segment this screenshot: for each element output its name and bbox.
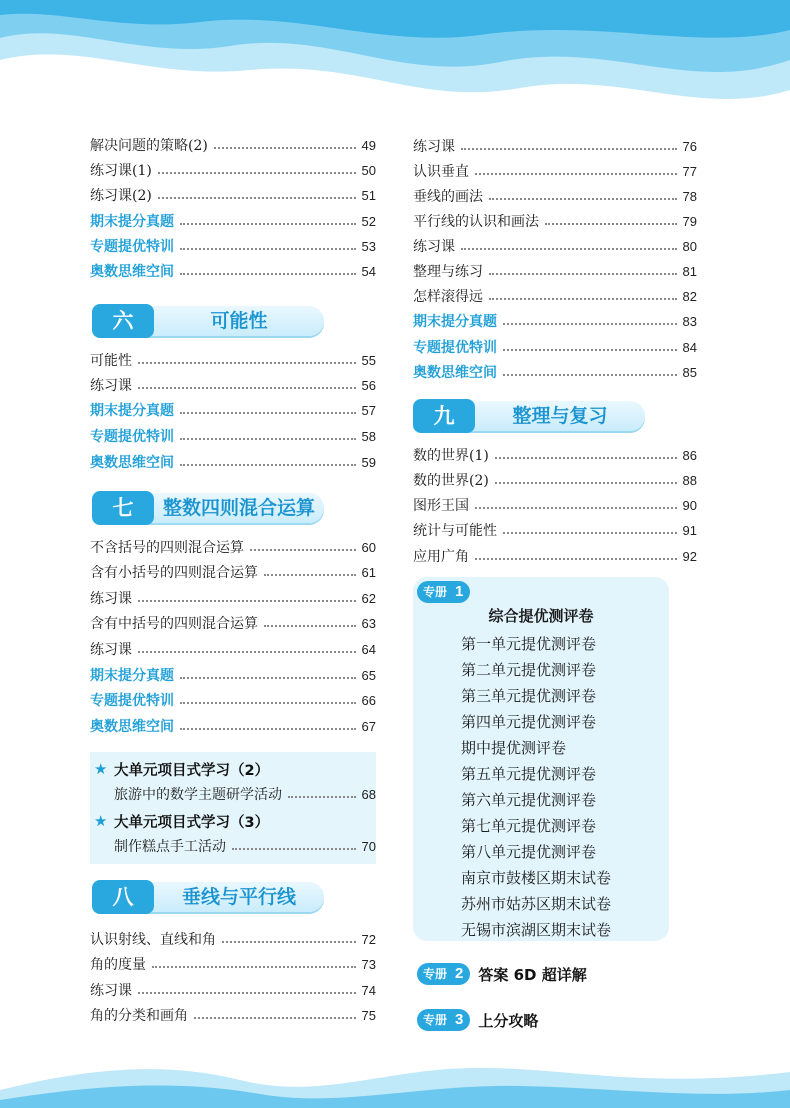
toc-entry[interactable]: 练习课 56: [90, 377, 376, 394]
toc-entry[interactable]: 练习课 62: [90, 590, 376, 607]
booklet-item[interactable]: 第二单元提优测评卷: [461, 661, 597, 679]
toc-entry[interactable]: 含有中括号的四则混合运算 63: [90, 615, 376, 632]
toc-entry[interactable]: 期末提分真题 65: [90, 667, 376, 683]
toc-entry[interactable]: 怎样滚得远 82: [413, 288, 697, 305]
unit-title: 整理与复习: [512, 405, 608, 427]
toc-entry[interactable]: 含有小括号的四则混合运算 61: [90, 564, 376, 581]
top-wave-decoration: [0, 0, 790, 120]
toc-entry[interactable]: 奥数思维空间 54: [90, 263, 376, 279]
toc-entry[interactable]: 垂线的画法 78: [413, 188, 697, 205]
toc-entry[interactable]: 练习课 80: [413, 238, 697, 255]
toc-entry[interactable]: 平行线的认识和画法 79: [413, 213, 697, 230]
toc-entry[interactable]: 专题提优特训 58: [90, 428, 376, 444]
toc-entry[interactable]: 练习课 76: [413, 138, 697, 155]
toc-entry[interactable]: 认识垂直 77: [413, 163, 697, 180]
toc-entry[interactable]: 制作糕点手工活动 70: [114, 838, 376, 855]
booklet-item[interactable]: 第四单元提优测评卷: [461, 713, 597, 731]
booklet-1-panel: [413, 577, 669, 941]
toc-entry[interactable]: 专题提优特训 84: [413, 339, 697, 355]
unit-title: 垂线与平行线: [181, 886, 296, 908]
unit-title: 整数四则混合运算: [162, 497, 315, 519]
toc-entry[interactable]: 角的分类和画角 75: [90, 1007, 376, 1024]
booklet-2-entry[interactable]: 专册 2 答案 6D 超详解: [417, 963, 587, 985]
unit-number: 九: [413, 399, 475, 433]
toc-entry[interactable]: 奥数思维空间 59: [90, 454, 376, 470]
toc-entry[interactable]: 期末提分真题 57: [90, 402, 376, 418]
toc-entry[interactable]: 专题提优特训 66: [90, 692, 376, 708]
left-toc-column: [90, 134, 376, 1034]
unit-7-header: [92, 491, 324, 525]
toc-entry[interactable]: 数的世界(2) 88: [413, 472, 697, 489]
toc-entry[interactable]: 专题提优特训 53: [90, 238, 376, 254]
booklet-item[interactable]: 第八单元提优测评卷: [461, 843, 597, 861]
toc-entry[interactable]: 练习课 64: [90, 641, 376, 658]
booklet-item[interactable]: 南京市鼓楼区期末试卷: [461, 869, 612, 887]
right-toc-column: [413, 135, 697, 1035]
booklet-item[interactable]: 期中提优测评卷: [461, 739, 567, 757]
unit-number: 七: [92, 491, 154, 525]
toc-entry[interactable]: 数的世界(1) 86: [413, 447, 697, 464]
booklet-tag: 专册 1: [417, 581, 470, 603]
unit-9-header: [413, 399, 645, 433]
toc-entry[interactable]: 练习课(2) 51: [90, 187, 376, 204]
star-icon: ★: [94, 812, 108, 830]
booklet-item[interactable]: 第七单元提优测评卷: [461, 817, 597, 835]
booklet-item[interactable]: 第一单元提优测评卷: [461, 635, 597, 653]
toc-entry[interactable]: 可能性 55: [90, 352, 376, 369]
toc-entry[interactable]: 角的度量 73: [90, 956, 376, 973]
booklet-title: 综合提优测评卷: [488, 607, 594, 625]
toc-entry[interactable]: 练习课 74: [90, 982, 376, 999]
bottom-wave-decoration: [0, 1050, 790, 1108]
booklet-item[interactable]: 第三单元提优测评卷: [461, 687, 597, 705]
toc-entry[interactable]: 期末提分真题 83: [413, 313, 697, 329]
toc-entry[interactable]: 应用广角 92: [413, 548, 697, 565]
unit-8-header: [92, 880, 324, 914]
unit-number: 六: [92, 304, 154, 338]
booklet-3-entry[interactable]: 专册 3 上分攻略: [417, 1009, 538, 1031]
project-heading: 大单元项目式学习（2）: [114, 763, 270, 779]
unit-number: 八: [92, 880, 154, 914]
toc-entry[interactable]: 奥数思维空间 67: [90, 718, 376, 734]
toc-entry[interactable]: 整理与练习 81: [413, 263, 697, 280]
toc-entry[interactable]: 解决问题的策略(2) 49: [90, 137, 376, 154]
booklet-tag: 专册 2: [417, 963, 470, 985]
toc-entry[interactable]: 期末提分真题 52: [90, 213, 376, 229]
unit-6-header: [92, 304, 324, 338]
booklet-item[interactable]: 无锡市滨湖区期末试卷: [461, 921, 612, 939]
project-heading: 大单元项目式学习（3）: [114, 815, 270, 831]
toc-entry[interactable]: 认识射线、直线和角 72: [90, 931, 376, 948]
unit-title: 可能性: [210, 310, 268, 332]
booklet-item[interactable]: 苏州市姑苏区期末试卷: [461, 895, 612, 913]
toc-entry[interactable]: 不含括号的四则混合运算 60: [90, 539, 376, 556]
toc-entry[interactable]: 旅游中的数学主题研学活动 68: [114, 786, 376, 803]
toc-entry[interactable]: 奥数思维空间 85: [413, 364, 697, 380]
booklet-item[interactable]: 第五单元提优测评卷: [461, 765, 597, 783]
toc-entry[interactable]: 练习课(1) 50: [90, 162, 376, 179]
booklet-item[interactable]: 第六单元提优测评卷: [461, 791, 597, 809]
toc-entry[interactable]: 图形王国 90: [413, 497, 697, 514]
booklet-tag: 专册 3: [417, 1009, 470, 1031]
project-learning-panel: [90, 752, 376, 864]
toc-entry[interactable]: 统计与可能性 91: [413, 522, 697, 539]
star-icon: ★: [94, 760, 108, 778]
